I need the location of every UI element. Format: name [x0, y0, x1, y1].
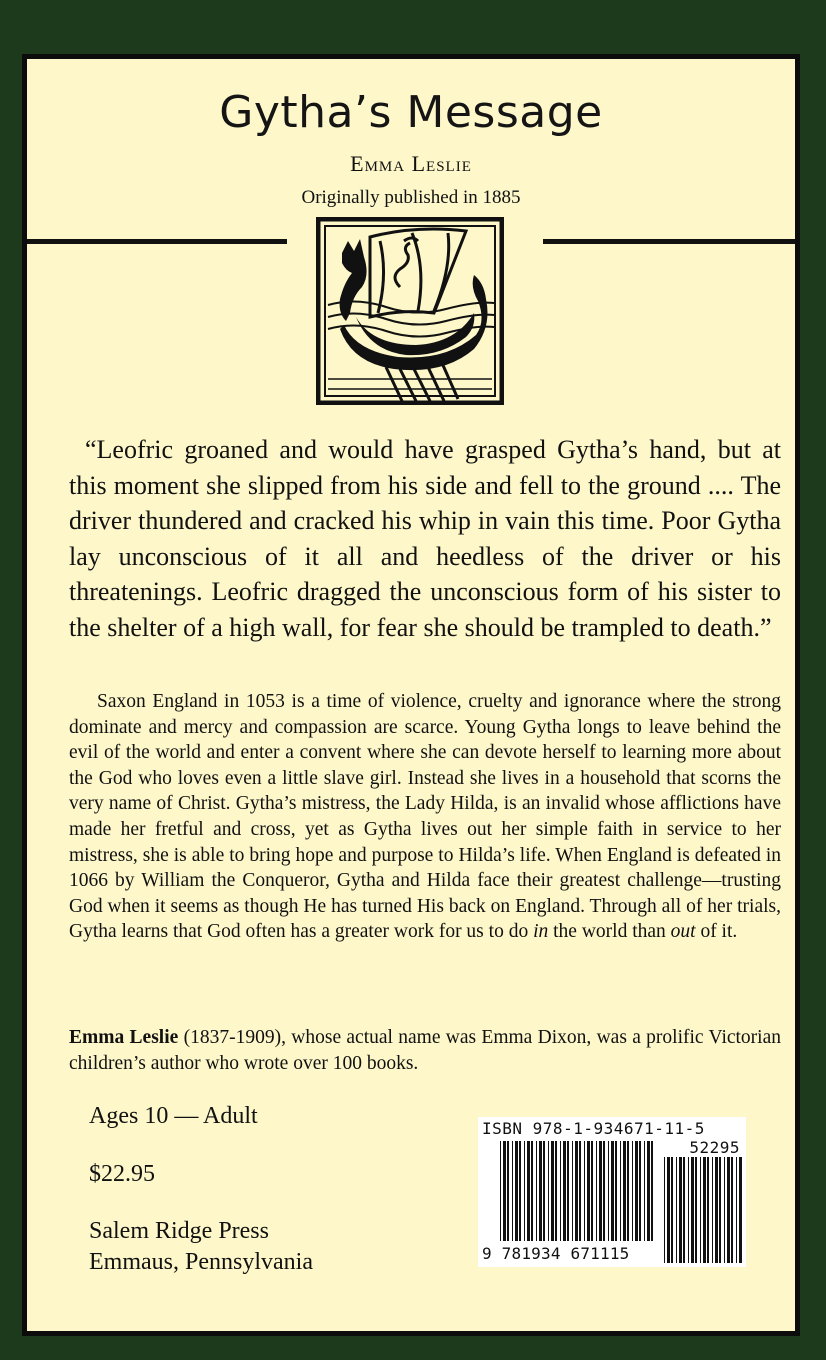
- isbn-label: ISBN 978-1-934671-11-5: [482, 1119, 705, 1138]
- synopsis-text: the world than: [548, 921, 671, 943]
- synopsis-text: of it.: [695, 921, 738, 943]
- publication-note: Originally published in 1885: [301, 187, 521, 208]
- price-code: 52295: [689, 1138, 740, 1157]
- publisher-location: Emmaus, Pennsylvania: [89, 1249, 313, 1275]
- author-bio-text: (1837-1909), whose actual name was Emma Dixon, was a prolific Victorian children’s author who wrote over 100 books.: [69, 1027, 781, 1074]
- divider-left: [27, 239, 287, 244]
- divider-right: [543, 239, 795, 244]
- author-bio: [69, 1025, 781, 1076]
- isbn-barcode: [478, 1117, 746, 1267]
- synopsis-emphasis-out: out: [670, 921, 696, 943]
- age-range: Ages 10 — Adult: [89, 1103, 258, 1129]
- publisher-name: Salem Ridge Press: [89, 1218, 269, 1244]
- synopsis-emphasis-in: in: [533, 921, 549, 943]
- author-bio-name: Emma Leslie: [69, 1027, 179, 1048]
- synopsis-paragraph: [69, 689, 781, 945]
- viking-longship-icon: [316, 217, 504, 405]
- book-author: Emma Leslie: [350, 151, 472, 176]
- synopsis-text: Saxon England in 1053 is a time of violence, cruelty and ignorance where the strong dominate and mercy and compassion are scarce. Young Gytha longs to leave behind the evil of the world and enter a convent where she can devote herself to learning more about the God who loves even a little slave girl. Instead she lives in a household that scorns the very name of Christ. Gytha’s mistress, the Lady Hilda, is an invalid whose afflictions have made her fretful and cross, yet as Gytha lives out her simple faith in service to her mistress, she is able to bring hope and purpose to Hilda’s life. When England is defeated in 1066 by William the Conqueror, Gytha and Hilda face their greatest challenge—trusting God when it seems as though He has turned His back on England. Through all of her trials, Gytha learns that God often has a greater work for us to do: [69, 691, 781, 943]
- price: $22.95: [89, 1161, 155, 1187]
- ean-digits: 9 781934 671115: [482, 1244, 630, 1263]
- back-cover: [22, 54, 800, 1336]
- book-title: Gytha’s Message: [219, 87, 603, 138]
- excerpt-quote: “Leofric groaned and would have grasped Gytha’s hand, but at this moment she slipped from his side and fell to the ground .... The driver thundered and cracked his whip in vain this time. Poor Gytha lay unconscious of it all and heedless of the driver or his threatenings. Leofric dragged the unconscious form of his sister to the shelter of a high wall, for fear she should be trampled to death.”: [69, 435, 781, 642]
